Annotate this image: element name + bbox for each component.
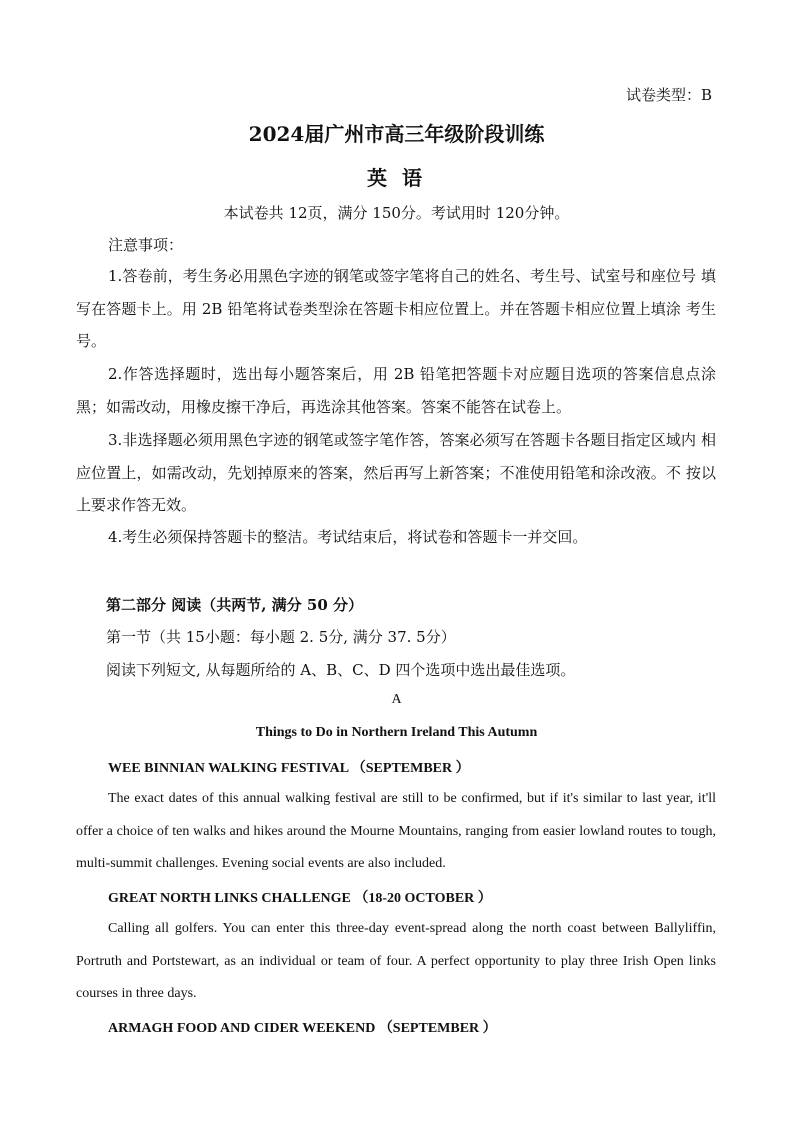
note-item-2: 2.作答选择题时，选出每小题答案后，用 2B 铅笔把答题卡对应题目选项的答案信息点涂 黑；如需改动，用橡皮擦干净后，再选涂其他答案。答案不能答在试卷上。 <box>76 365 716 416</box>
section-subtitle: 第一节（共 15小题：每小题 2. 5分, 满分 37. 5分） <box>106 628 456 646</box>
subject-title: 英 语 <box>367 166 426 190</box>
notes-heading: 注意事项： <box>108 236 184 254</box>
passage-label: A <box>391 692 402 707</box>
event-heading: WEE BINNIAN WALKING FESTIVAL （SEPTEMBER ） <box>108 761 470 776</box>
event-description: The exact dates of this annual walking festival are still to be confirmed, but if it's similar to last year, it'll offer a choice of ten walks and hikes around the Mourne Mountains, ranging from easier lowland routes to tough, multi-summit challenges. Evening social events are also included. <box>76 791 716 871</box>
section-instruction: 阅读下列短文, 从每题所给的 A、B、C、D 四个选项中选出最佳选项。 <box>106 661 576 679</box>
event-description: Calling all golfers. You can enter this three-day event-spread along the north coast between Ballyliffin, Portruth and Portstewart, as an individual or team of four. A perfect opportunity to play three Irish Open links courses in three days. <box>76 921 716 1001</box>
event-heading: GREAT NORTH LINKS CHALLENGE （18-20 OCTOBER ） <box>108 891 492 906</box>
part-title: 第二部分 阅读（共两节, 满分 50 分） <box>106 596 363 614</box>
paper-type-label: 试卷类型：B <box>626 86 713 104</box>
note-item-3: 3.非选择题必须用黑色字迹的钢笔或签字笔作答，答案必须写在答题卡各题目指定区域内 相应位置上，如需改动，先划掉原来的答案，然后再写上新答案；不准使用铅笔和涂改液。不 按以上要求作答无效。 <box>76 431 716 514</box>
event-heading: ARMAGH FOOD AND CIDER WEEKEND （SEPTEMBER ） <box>108 1021 497 1036</box>
exam-info: 本试卷共 12页，满分 150分。考试用时 120分钟。 <box>223 204 570 222</box>
note-item-4: 4.考生必须保持答题卡的整洁。考试结束后，将试卷和答题卡一并交回。 <box>108 528 588 546</box>
note-item-1: 1.答卷前，考生务必用黑色字迹的钢笔或签字笔将自己的姓名、考生号、试室号和座位号 填写在答题卡上。用 2B 铅笔将试卷类型涂在答题卡相应位置上。并在答题卡相应位置上填涂 考生号。 <box>76 267 716 350</box>
passage-title: Things to Do in Northern Ireland This Autumn <box>255 725 538 740</box>
exam-title: 2024届广州市高三年级阶段训练 <box>248 122 545 146</box>
